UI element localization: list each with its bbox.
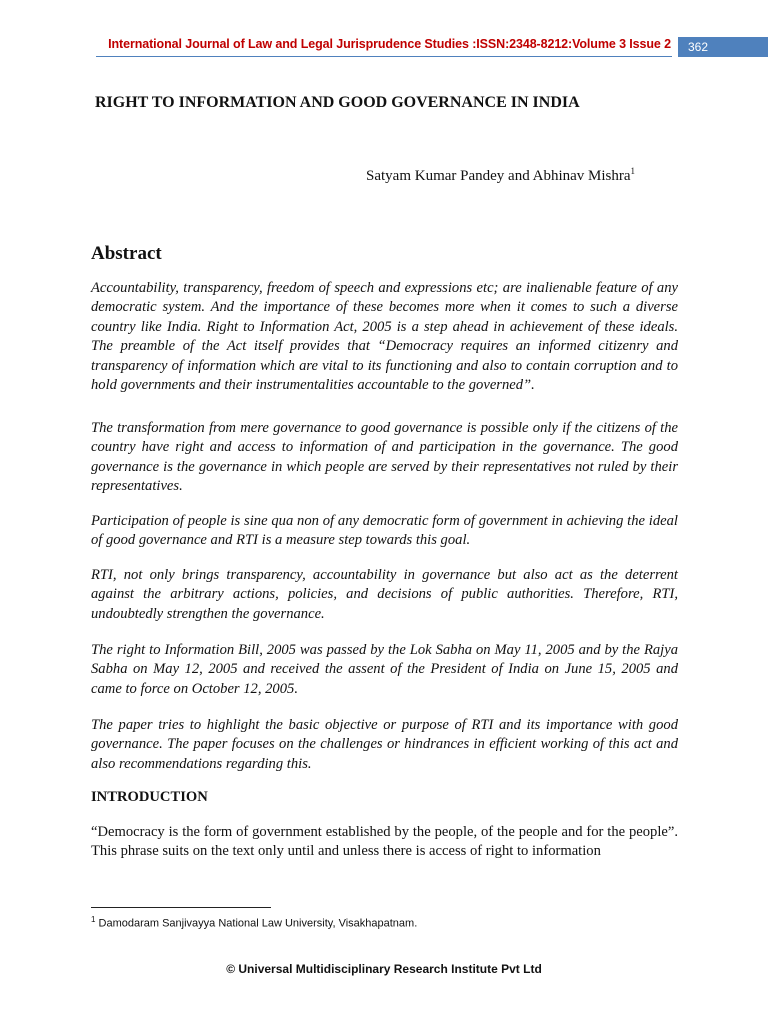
- footnote-rule: [91, 907, 271, 908]
- abstract-paragraph-1: Accountability, transparency, freedom of speech and expressions etc; are inalienable feature of any democratic system. And the importance of these becomes more when it comes to such a diverse country like India. Right to Information Act, 2005 is a step ahead in achievement of these ideals. The preamble of the Act itself provides that “Democracy requires an informed citizenry and transparency of information which are vital to its functioning and also to contain corruption and to hold governments and their instrumentalities accountable to the governed”.: [91, 280, 678, 394]
- introduction-heading: INTRODUCTION: [91, 789, 208, 805]
- authors-line: [366, 166, 635, 185]
- abstract-paragraph-6: The paper tries to highlight the basic objective or purpose of RTI and its importance with good governance. The paper focuses on the challenges or hindrances in efficient working of this act and also recommendations regarding this.: [91, 717, 678, 772]
- abstract-heading: Abstract: [91, 243, 162, 264]
- introduction-paragraph: “Democracy is the form of government established by the people, of the people and for the people”. This phrase suits on the text only until and unless there is access of right to information: [91, 824, 678, 860]
- paper-title: RIGHT TO INFORMATION AND GOOD GOVERNANCE IN INDIA: [95, 94, 580, 111]
- authors: Satyam Kumar Pandey and Abhinav Mishra: [366, 168, 631, 184]
- journal-header: International Journal of Law and Legal Jurisprudence Studies :ISSN:2348-8212:Volume 3 Issue 2: [108, 37, 671, 51]
- abstract-paragraph-3: Participation of people is sine qua non of any democratic form of government in achieving the ideal of good governance and RTI is a measure step towards this goal.: [91, 513, 678, 549]
- footnote: [91, 915, 417, 930]
- page-number-badge: 362: [678, 37, 768, 57]
- abstract-paragraph-5: The right to Information Bill, 2005 was passed by the Lok Sabha on May 11, 2005 and by the Rajya Sabha on May 12, 2005 and received the assent of the President of India on June 15, 2005 and came to force on October 12, 2005.: [91, 642, 678, 697]
- abstract-paragraph-4: RTI, not only brings transparency, accountability in governance but also act as the deterrent against the arbitrary actions, policies, and decisions of public authorities. Therefore, RTI, undoubtedly strengthen the governance.: [91, 567, 678, 622]
- abstract-paragraph-2: The transformation from mere governance to good governance is possible only if the citizens of the country have right and access to information of and participation in the governance. The good governance is the governance in which people are served by their representatives not ruled by their representatives.: [91, 420, 678, 495]
- header-rule: [96, 56, 672, 57]
- footnote-mark: 1: [91, 915, 96, 924]
- author-footnote-mark: 1: [630, 166, 636, 176]
- footnote-text: Damodaram Sanjivayya National Law University, Visakhapatnam.: [95, 917, 418, 930]
- publisher-footer: © Universal Multidisciplinary Research Institute Pvt Ltd: [226, 962, 542, 976]
